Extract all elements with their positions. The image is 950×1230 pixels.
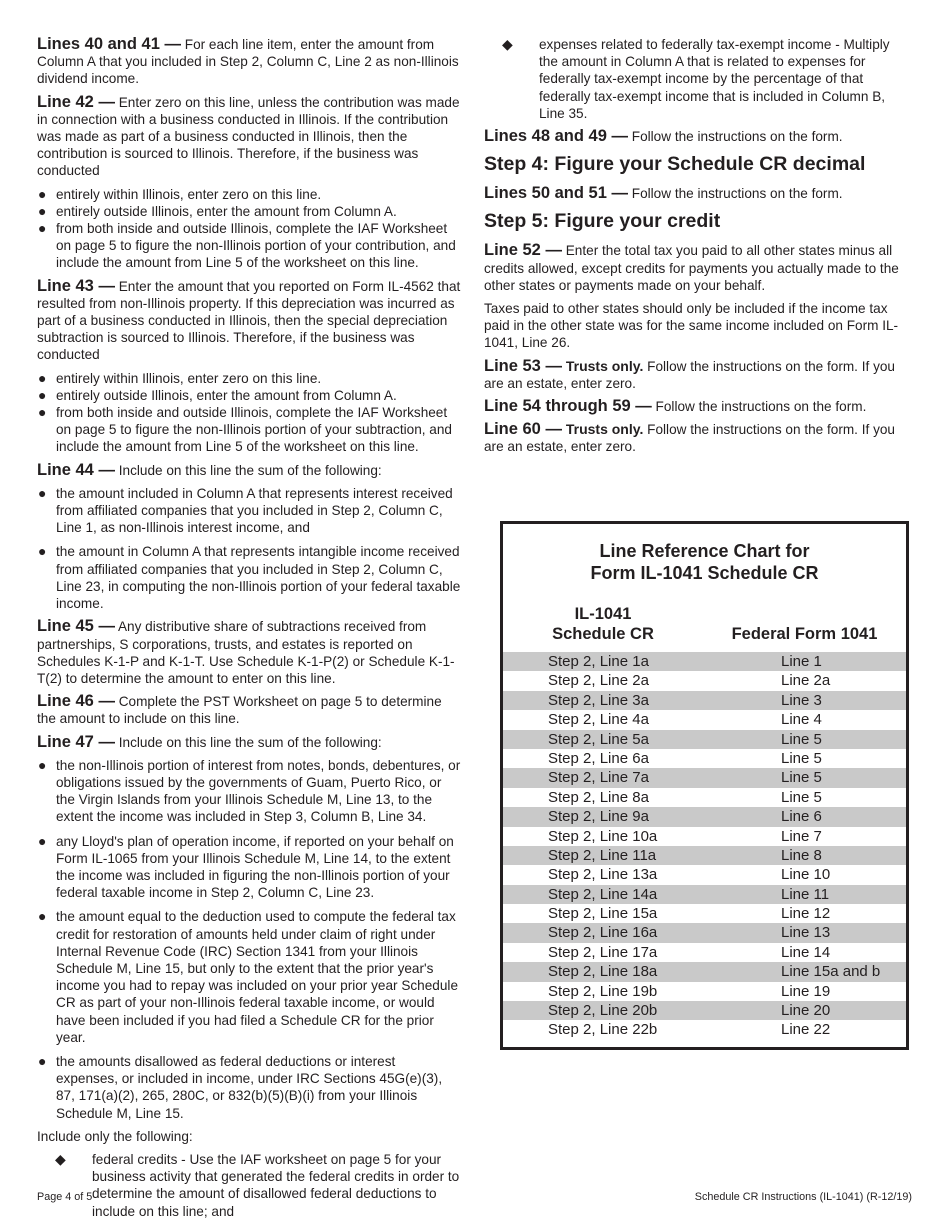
cell-federal-line: Line 10 <box>781 866 831 884</box>
line-42-list <box>37 186 461 272</box>
table-row <box>503 1001 906 1020</box>
table-row <box>503 691 906 710</box>
include-only-list <box>37 1151 461 1220</box>
cell-il1041-line: Step 2, Line 18a <box>548 963 658 981</box>
bullet-icon: ● <box>38 756 47 773</box>
cell-federal-line: Line 5 <box>781 769 822 787</box>
cell-il1041-line: Step 2, Line 22b <box>548 1021 658 1039</box>
table-row <box>503 846 906 865</box>
cell-il1041-line: Step 2, Line 5a <box>548 730 649 748</box>
list-item: ● entirely outside Illinois, enter the amount from Column A. <box>38 386 397 403</box>
table-row <box>503 904 906 923</box>
list-item: ● the amount included in Column A that represents interest received from affiliated companies that you included in Step 2, Column C, Line 1, as non-Illinois interest income, and <box>38 484 453 536</box>
bullet-icon: ● <box>38 185 47 202</box>
include-only-paragraph: Include only the following: <box>37 1128 193 1144</box>
bullet-icon: ● <box>38 908 47 925</box>
bullet-icon: ● <box>38 220 47 237</box>
cell-il1041-line: Step 2, Line 10a <box>548 827 658 845</box>
cell-il1041-line: Step 2, Line 6a <box>548 749 649 767</box>
lines-54-59-paragraph: Line 54 through 59 — Follow the instructions on the form. <box>484 397 867 416</box>
cell-il1041-line: Step 2, Line 14a <box>548 885 658 903</box>
bullet-icon: ● <box>38 202 47 219</box>
table-row <box>503 865 906 884</box>
cell-federal-line: Line 11 <box>781 885 830 903</box>
list-item: ● entirely within Illinois, enter zero on this line. <box>38 369 322 386</box>
table-row <box>503 788 906 807</box>
step-4-heading: Step 4: Figure your Schedule CR decimal <box>484 153 866 176</box>
footer-form-id: Schedule CR Instructions (IL-1041) (R-12/19) <box>694 1191 912 1203</box>
bullet-icon: ● <box>38 404 47 421</box>
lines-40-41-paragraph: Lines 40 and 41 — For each line item, enter the amount from Column A that you included in Step 2, Column C, Line 2 as non-Illinois dividend income. <box>37 35 459 87</box>
lines-48-49-paragraph: Lines 48 and 49 — Follow the instructions on the form. <box>484 127 843 146</box>
line-reference-chart <box>500 521 909 1050</box>
line-53-paragraph: Line 53 — Trusts only. Follow the instructions on the form. If you are an estate, enter zero. <box>484 356 895 391</box>
chart-rows <box>503 652 906 1040</box>
list-item: ● the amounts disallowed as federal deductions or interest expenses, or included in income, under IRC Sections 45G(e)(3), 87, 171(a)(2), 265, 280C, or 832(b)(5)(B)(i) from your Illinois Schedule M, Line 15. <box>38 1052 443 1121</box>
list-item: ● from both inside and outside Illinois, complete the IAF Worksheet on page 5 to figure the non-Illinois portion of your contribution, and include the amount from Line 5 of the worksheet on this line. <box>38 220 456 271</box>
right-column <box>484 36 912 462</box>
cell-il1041-line: Step 2, Line 4a <box>548 711 649 729</box>
continued-list <box>484 36 912 122</box>
line-53-heading: Line 53 — <box>484 356 562 375</box>
cell-federal-line: Line 6 <box>781 808 822 826</box>
cell-il1041-line: Step 2, Line 15a <box>548 905 658 923</box>
line-42-heading: Line 42 — <box>37 92 115 111</box>
table-row <box>503 730 906 749</box>
line-60-heading: Line 60 — <box>484 420 562 439</box>
cell-federal-line: Line 12 <box>781 905 831 923</box>
cell-federal-line: Line 22 <box>781 1021 831 1039</box>
cell-federal-line: Line 13 <box>781 924 831 942</box>
cell-il1041-line: Step 2, Line 11a <box>548 846 657 864</box>
cell-federal-line: Line 1 <box>781 653 822 670</box>
table-row <box>503 962 906 981</box>
line-45-heading: Line 45 — <box>37 617 115 636</box>
taxes-paid-paragraph: Taxes paid to other states should only be included if the income tax paid in the other state was for the same income included on Form IL-1041, Line 26. <box>484 301 899 351</box>
diamond-bullet-icon: ◆ <box>502 36 513 52</box>
list-item: ◆ federal credits - Use the IAF worksheet on page 5 for your business activity that generated the federal credits in order to determine the amount of disallowed federal deductions to include on this line; and <box>55 1150 460 1219</box>
cell-federal-line: Line 3 <box>781 691 822 709</box>
lines-40-41-heading: Lines 40 and 41 — <box>37 35 181 53</box>
step-5-heading: Step 5: Figure your credit <box>484 210 721 233</box>
table-row <box>503 982 906 1001</box>
line-52-paragraph: Line 52 — Enter the total tax you paid to all other states minus all credits allowed, except credits for payments you actually made to the other states or payments made on your behalf. <box>484 241 899 293</box>
line-46-paragraph: Line 46 — Complete the PST Worksheet on page 5 to determine the amount to include on this line. <box>37 692 442 727</box>
table-row <box>503 943 906 962</box>
cell-il1041-line: Step 2, Line 19b <box>548 982 658 1000</box>
line-45-paragraph: Line 45 — Any distributive share of subtractions received from partnerships, S corporations, trusts, and estates is reported on Schedules K-1-P and K-1-T. Use Schedule K-1-P(2) or Schedule K-1-T(2) to determine the amount to enter on this line. <box>37 617 455 686</box>
cell-il1041-line: Step 2, Line 8a <box>548 788 649 806</box>
table-row <box>503 1020 906 1039</box>
line-52-heading: Line 52 — <box>484 241 562 260</box>
left-column <box>37 36 461 1226</box>
chart-title: Line Reference Chart for Form IL-1041 Schedule CR <box>590 541 819 583</box>
line-47-list <box>37 757 461 1122</box>
line-47-heading: Line 47 — <box>37 732 115 751</box>
cell-federal-line: Line 14 <box>781 943 831 961</box>
bullet-icon: ● <box>38 832 47 849</box>
table-row <box>503 768 906 787</box>
cell-il1041-line: Step 2, Line 3a <box>548 691 649 709</box>
column-header-federal: Federal Form 1041 <box>731 625 878 643</box>
line-60-paragraph: Line 60 — Trusts only. Follow the instructions on the form. If you are an estate, enter zero. <box>484 420 895 455</box>
line-42-paragraph: Line 42 — Enter zero on this line, unless the contribution was made in connection with a business conducted in Illinois. If the contribution was made as part of a business conducted in Illinois, then the contribution is sourced to Illinois. Therefore, if the business was conducted <box>37 92 460 179</box>
list-item: ● any Lloyd's plan of operation income, if reported on your behalf on Form IL-1065 from your Illinois Schedule M, Line 14, to the extent the income was included in figuring the non-Illinois portion of your federal taxable income in Step 2, Column C, Line 23. <box>38 832 454 901</box>
cell-federal-line: Line 5 <box>781 749 822 767</box>
bullet-icon: ● <box>38 484 47 501</box>
cell-federal-line: Line 5 <box>781 730 822 748</box>
line-44-heading: Line 44 — <box>37 460 115 479</box>
cell-il1041-line: Step 2, Line 7a <box>548 769 649 787</box>
cell-federal-line: Line 5 <box>781 788 822 806</box>
footer-page-number: Page 4 of 5 <box>37 1191 93 1203</box>
column-header-il1041: IL-1041 Schedule CR <box>552 605 654 643</box>
line-44-list <box>37 485 461 612</box>
bullet-icon: ● <box>38 543 47 560</box>
lines-54-59-heading: Line 54 through 59 — <box>484 397 652 416</box>
cell-il1041-line: Step 2, Line 9a <box>548 808 649 826</box>
list-item: ● the amount in Column A that represents intangible income received from affiliated companies that you included in Step 2, Column C, Line 23, in computing the non-Illinois portion of your federal taxable income. <box>38 543 461 612</box>
cell-il1041-line: Step 2, Line 1a <box>548 653 649 670</box>
list-item: ● from both inside and outside Illinois, complete the IAF Worksheet on page 5 to figure the non-Illinois portion of your subtraction, and include the amount from Line 5 of the worksheet on this line. <box>38 404 452 455</box>
cell-federal-line: Line 19 <box>781 982 831 1000</box>
cell-federal-line: Line 15a and b <box>781 963 881 981</box>
list-item: ● the amount equal to the deduction used to compute the federal tax credit for restoration of amounts held under claim of right under Internal Revenue Code (IRC) Section 1341 from your Illinois Schedule M, Line 15, but only to the extent that the prior year's income you had to repay was included on your prior year Schedule CR as part of your non-Illinois federal taxable income, or would have been included if you had filed a Schedule CR for the prior year. <box>38 908 459 1045</box>
line-43-heading: Line 43 — <box>37 276 115 295</box>
cell-il1041-line: Step 2, Line 17a <box>548 943 658 961</box>
line-46-heading: Line 46 — <box>37 692 115 711</box>
cell-federal-line: Line 7 <box>781 827 822 845</box>
line-44-paragraph: Line 44 — Include on this line the sum of the following: <box>37 460 382 479</box>
cell-federal-line: Line 4 <box>781 711 822 729</box>
bullet-icon: ● <box>38 369 47 386</box>
cell-federal-line: Line 2a <box>781 672 831 690</box>
lines-50-51-paragraph: Lines 50 and 51 — Follow the instructions on the form. <box>484 184 843 203</box>
line-47-paragraph: Line 47 — Include on this line the sum of the following: <box>37 732 382 751</box>
cell-federal-line: Line 20 <box>781 1002 831 1020</box>
cell-il1041-line: Step 2, Line 2a <box>548 672 649 690</box>
table-row <box>503 807 906 826</box>
list-item: ● entirely outside Illinois, enter the amount from Column A. <box>38 202 397 219</box>
table-row <box>503 923 906 942</box>
cell-federal-line: Line 8 <box>781 846 822 864</box>
table-row <box>503 710 906 729</box>
lines-48-49-heading: Lines 48 and 49 — <box>484 127 628 146</box>
lines-50-51-heading: Lines 50 and 51 — <box>484 184 628 203</box>
list-item: ◆ expenses related to federally tax-exempt income - Multiply the amount in Column A that is related to expenses for federally tax-exempt income by the percentage of that federally tax-exempt income that is included in Column B, Line 35. <box>502 36 890 121</box>
diamond-bullet-icon: ◆ <box>55 1150 66 1167</box>
bullet-icon: ● <box>38 1052 47 1069</box>
table-row <box>503 827 906 846</box>
table-row <box>503 671 906 690</box>
table-row <box>503 749 906 768</box>
list-item: ● entirely within Illinois, enter zero on this line. <box>38 185 322 202</box>
line-43-list <box>37 370 461 456</box>
cell-il1041-line: Step 2, Line 20b <box>548 1002 658 1020</box>
line-43-paragraph: Line 43 — Enter the amount that you reported on Form IL-4562 that resulted from non-Illinois property. If this depreciation was incurred as part of a business conducted in Illinois, then the special depreciation subtraction is sourced to Illinois. Therefore, if the business was conducted <box>37 276 461 363</box>
bullet-icon: ● <box>38 386 47 403</box>
cell-il1041-line: Step 2, Line 16a <box>548 924 658 942</box>
cell-il1041-line: Step 2, Line 13a <box>548 866 658 884</box>
list-item: ● the non-Illinois portion of interest from notes, bonds, debentures, or obligations issued by the governments of Guam, Puerto Rico, or the Virgin Islands from your Illinois Schedule M, Line 13, to the extent the income was included in Step 3, Column B, Line 34. <box>38 756 461 825</box>
table-row <box>503 885 906 904</box>
table-row <box>503 652 906 671</box>
